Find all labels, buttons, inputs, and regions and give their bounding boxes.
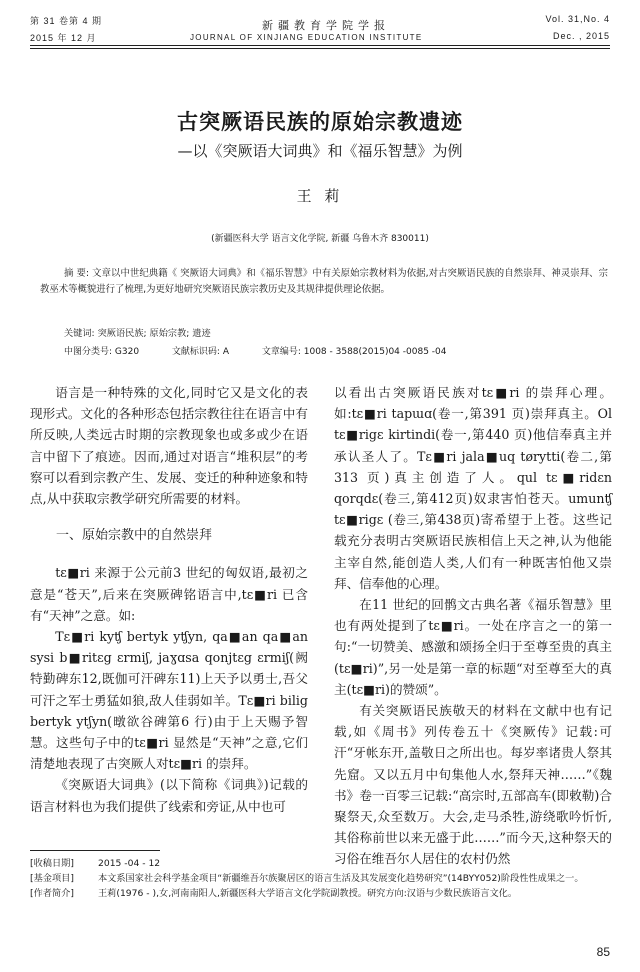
issue-date: 2015 年 12 月 bbox=[30, 33, 97, 43]
classification-line bbox=[64, 344, 476, 357]
header-rule bbox=[30, 45, 610, 46]
abstract: 摘 要: 文章以中世纪典籍《 突厥语大词典》和《福乐智慧》中有关原始宗教材料为依据,对古突厥语民族的自然崇拜、神灵崇拜、宗教巫术等概貌进行了梳理,为更好地研究突厥语民族宗教历史及其规律提供理论依据。 bbox=[40, 268, 608, 295]
paragraph: 《突厥语大词典》(以下简称《词典》)记载的语言材料也为我们提供了线索和旁证,从中也可 bbox=[30, 777, 308, 814]
clc-number: 中图分类号: G320 bbox=[64, 347, 140, 357]
paragraph: 语言是一种特殊的文化,同时它又是文化的表现形式。文化的各种形态包括宗教往往在语言中有所反映,人类远古时期的宗教现象也或多或少在语言中留下了痕迹。因而,通过对语言“堆积层”的考察可以看到宗教产生、发展、变迁的种种迹象和特点,从中获取宗教学研究所需要的材料。 bbox=[30, 385, 308, 507]
paragraph: Tɛ■ri kyʧ bertyk yʧyn, qa■an qa■an sysi b■ritɛg ɛrmiʃ, jaɣɑsa qonjtɛg ɛrmiʃ(阙特勤碑东12,既伽可汗碑东11)上天予以勇士,吾父可汗之军士勇猛如狼,敌人佳弱如羊。Tɛ■ri bilig bertyk ytʃyn(暾欲谷碑第6 行)由于上天赐予智慧。这些句子中的tɛ■ri 显然是“天神”之意,它们清楚地表现了古突厥人对tɛ■ri 的崇拜。 bbox=[30, 629, 308, 772]
document-code: 文献标识码: A bbox=[171, 347, 229, 357]
footnote-fund: [基金项目] 本文系国家社会科学基金项目“新疆维吾尔族聚居区的语言生活及其发展变化趋势研究”(14BYY052)阶段性性成果之一。 bbox=[30, 873, 584, 884]
article-subtitle: —以《突厥语大词典》和《福乐智慧》为例 bbox=[177, 142, 463, 160]
page-number: 85 bbox=[596, 945, 610, 959]
section-heading: 一、原始宗教中的自然崇拜 bbox=[56, 528, 213, 544]
header-rule-thin bbox=[30, 48, 610, 49]
footnote-rule bbox=[30, 850, 160, 851]
issue-number: 第 31 卷第 4 期 bbox=[30, 16, 103, 26]
footnote-received: [收稿日期] 2015 -04 - 12 bbox=[30, 858, 161, 869]
author-affiliation: (新疆医科大学 语言文化学院, 新疆 乌鲁木齐 830011) bbox=[211, 234, 429, 244]
paragraph: 有关突厥语民族敬天的材料在文献中也有记载,如《周书》列传卷五十《突厥传》记载:可汗“牙帐东开,盖敬日之所出也。每岁率诸贵人祭其先窟。又以五月中旬集他人水,祭拜天神……”《魏书》卷一百零三记载:“高宗时,五部高车(即敕勒)合聚祭天,众至数万。大会,走马杀牲,游绕歌吟忻忻,其俗称前世以来无盛于此……”而今天,这种祭天的习俗在维吾尔人居住的农村仍然 bbox=[334, 703, 612, 867]
journal-name-cn: 新疆教育学院学报 bbox=[262, 20, 390, 32]
right-column bbox=[334, 382, 612, 870]
left-column bbox=[30, 382, 308, 817]
paragraph: tɛ■ri 来源于公元前3 世纪的匈奴语,最初之意是“苍天”,后来在突厥碑铭语言中,tɛ■ri 已含有“天神”之意。如: bbox=[30, 565, 308, 623]
keywords: 关键词: 突厥语民族; 原始宗教; 遗迹 bbox=[64, 328, 211, 339]
paragraph: 在11 世纪的回鹘文古典名著《福乐智慧》里也有两处提到了tɛ■ri。一处在序言之一的第一句:“一切赞美、感激和颂扬全归于至尊至贵的真主(tɛ■ri)”,另一处是第一章的标题“对至尊至大的真主(tɛ■ri)的赞颂”。 bbox=[334, 597, 612, 697]
article-number: 文章编号: 1008 - 3588(2015)04 -0085 -04 bbox=[261, 347, 447, 357]
date-en: Dec. , 2015 bbox=[552, 31, 610, 41]
author-name: 王 莉 bbox=[296, 187, 344, 205]
article-title: 古突厥语民族的原始宗教遗迹 bbox=[177, 110, 463, 134]
footnotes bbox=[30, 856, 615, 901]
volume-en: Vol. 31,No. 4 bbox=[545, 14, 610, 24]
footnote-author: [作者简介] 王莉(1976 - ),女,河南南阳人,新疆医科大学语言文化学院副教授。研究方向:汉语与少数民族语言文化。 bbox=[30, 888, 518, 899]
paragraph: 以看出古突厥语民族对tɛ■ri 的崇拜心理。如:tɛ■ri tapɯɑ(卷一,第391 页)崇拜真主。Ol tɛ■rigɛ kirtindi(卷一,第440 页)他信奉真主并承认圣人了。Tɛ■ri jala■uq tørytti(卷二,第313 页)真主创造了人。qul tɛ■ridɛn qorqdɛ(卷三,第412页)奴隶害怕苍天。umunʧ tɛ■rigɛ (卷三,第438页)寄希望于上苍。这些记载充分表明古突厥语民族相信上天之神,认为他能主宰自然,能创造人类,人们有一种既害怕他又崇拜、信奉他的心理。 bbox=[334, 385, 612, 591]
journal-name-en: JOURNAL OF XINJIANG EDUCATION INSTITUTE bbox=[190, 33, 423, 42]
